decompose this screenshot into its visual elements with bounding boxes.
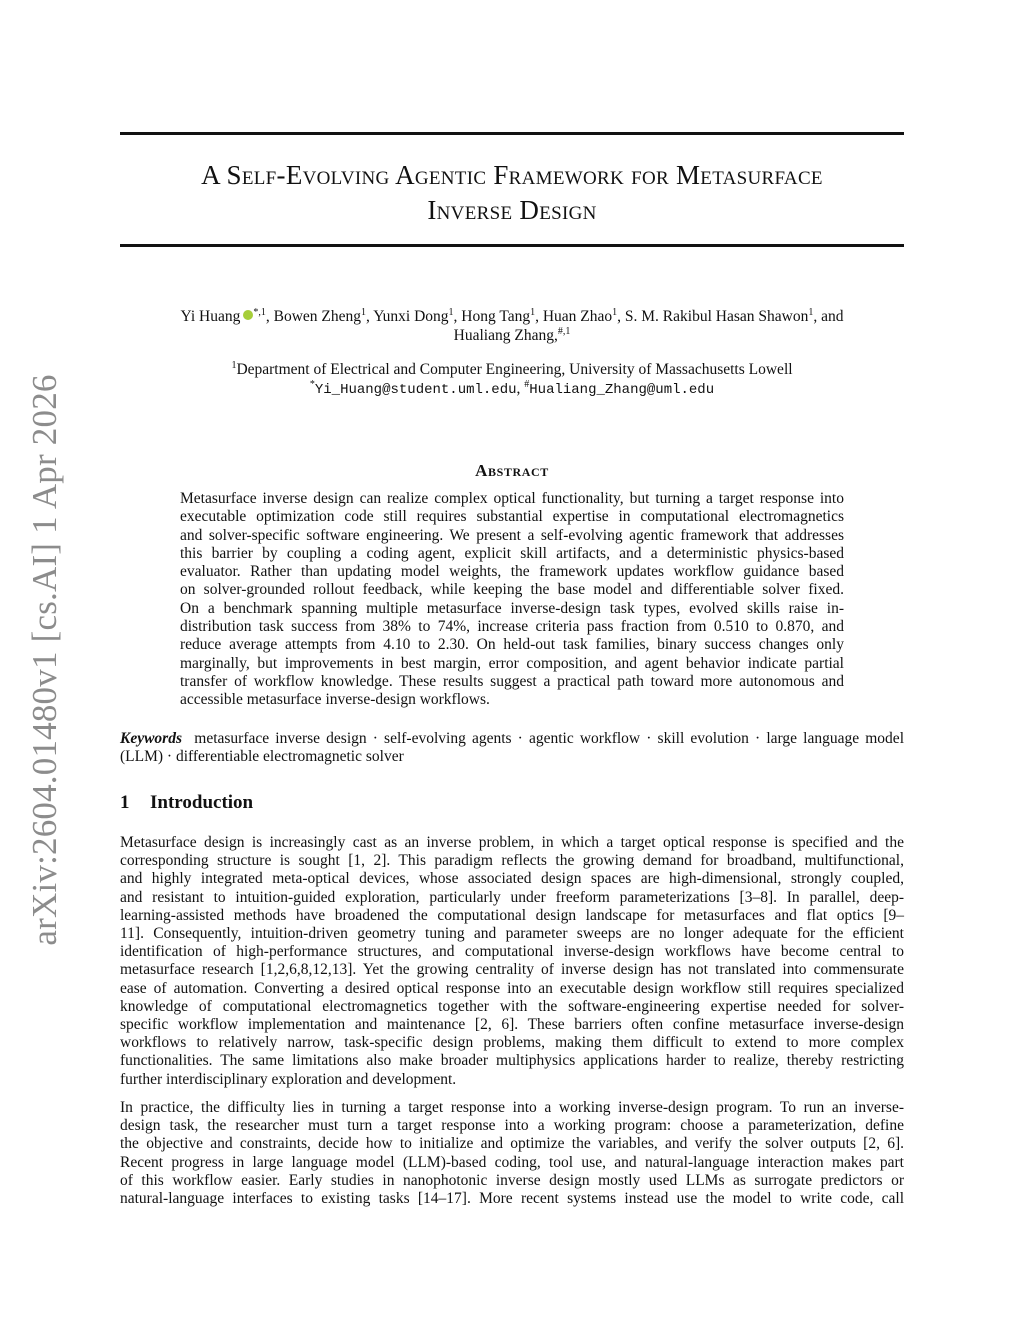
paragraph-line: and highly integrated meta-optical devices, whose associated design spaces are high-dimensional, strongly coupled, — [120, 870, 904, 888]
keywords-block — [120, 730, 904, 767]
paragraph-line: knowledge of computational electromagnetics together with the software-engineering expertise needed for solver- — [120, 997, 904, 1015]
abstract-line: this barrier by coupling a coding agent, explicit skill artifacts, and a deterministic physics-based — [180, 544, 844, 562]
author-line-2 — [120, 326, 904, 345]
paragraph-line: In practice, the difficulty lies in turning a target response into a working inverse-design program. To run an inverse- — [120, 1099, 904, 1116]
paragraph-line: corresponding structure is sought [1, 2]. This paradigm reflects the growing demand for broadband, multifunctional, — [120, 852, 904, 870]
paragraph-line: identification of high-performance structures, and computational inverse-design workflows have become central to — [120, 943, 904, 961]
paragraph-line: natural-language interfaces to existing tasks [14–17]. More recent systems instead use the model to write code, call — [120, 1190, 904, 1208]
author-sup: 1 — [530, 307, 536, 318]
abstract-line: evaluator. Rather than updating model weights, the framework updates workflow guidance based — [180, 563, 844, 581]
author-name: , Huan Zhao — [535, 308, 613, 325]
keywords-line-2: (LLM) · differentiable electromagnetic solver — [120, 748, 404, 766]
abstract-line: distribution task success from 38% to 74%, increase criteria pass fraction from 0.510 to 0.870, and — [180, 618, 844, 636]
paragraph-line: of this workflow easier. Early studies in nanophotonic inverse design mostly used LLMs as surrogate predictors or — [120, 1171, 904, 1189]
author-conjunction: , and — [813, 308, 844, 325]
author-sup: 1 — [612, 307, 618, 318]
email-link[interactable]: Yi_Huang@student.uml.edu — [314, 382, 517, 398]
paragraph-line: metasurface research [1,2,6,8,12,13]. Yet the growing centrality of inverse design has not translated into commensurate — [120, 961, 904, 979]
section-number: 1 — [120, 792, 130, 813]
paragraph-line: functionalities. The same limitations also make broader multiphysics applications harder to realize, thereby restricting — [120, 1052, 904, 1070]
section-title: Introduction — [150, 792, 254, 813]
keywords-line-1 — [120, 730, 904, 748]
author-list — [120, 307, 904, 345]
arxiv-identifier: arXiv:2604.01480v1 [cs.AI] 1 Apr 2026 — [25, 374, 64, 946]
abstract-line: reduce average attempts from 4.10 to 2.30. On held-out task families, binary success changes only — [180, 636, 844, 654]
orcid-icon[interactable] — [243, 310, 253, 320]
author-name: , Yunxi Dong — [366, 308, 449, 325]
author-name: , Hong Tang — [453, 308, 531, 325]
email-link[interactable]: Hualiang_Zhang@uml.edu — [529, 382, 715, 398]
abstract-line: accessible metasurface inverse-design workflows. — [180, 691, 490, 709]
paragraph-line: and resistant to intuition-guided exploration, particularly under freeform parameterizations [3–8]. In parallel, deep- — [120, 888, 904, 906]
keywords-text: metasurface inverse design · self-evolving agents · agentic workflow · skill evolution · large language model — [194, 730, 904, 747]
title-rule-bottom — [120, 244, 904, 247]
paragraph-line: 11]. Consequently, intuition-driven geometry tuning and parameter sweeps are no longer adequate for the efficient — [120, 925, 904, 943]
abstract-line: Metasurface inverse design can realize complex optical functionality, but turning a target response into — [180, 490, 844, 507]
email-separator: , — [516, 380, 525, 397]
paragraph-line: design task, the researcher must turn a target response into a working program: choose a parameterization, define — [120, 1117, 904, 1135]
affiliation-line — [120, 360, 904, 379]
abstract-line: executable optimization code still requires substantial expertise in computational electromagnetics — [180, 508, 844, 526]
author-name: Yi Huang — [180, 308, 241, 325]
title-rule-top — [120, 132, 904, 135]
paragraph-line: learning-assisted methods have broadened the computational design landscape for metasurfaces and flat optics [9– — [120, 906, 904, 924]
author-sup: 1 — [361, 307, 367, 318]
abstract-line: on solver-grounded rollout feedback, while keeping the base model and differentiable solver fixed. — [180, 581, 844, 599]
section-heading — [120, 792, 253, 814]
author-line-1 — [120, 307, 904, 326]
author-name: , Bowen Zheng — [265, 308, 362, 325]
abstract-line: On a benchmark spanning multiple metasurface inverse-design task types, evolved skills raise in- — [180, 599, 844, 617]
abstract-line: marginally, but improvements in best margin, error composition, and agent behavior indicate partial — [180, 654, 844, 672]
abstract-body — [180, 490, 844, 710]
paragraph-line: specific workflow implementation and maintenance [2, 6]. These barriers often confine metasurface inverse-design — [120, 1016, 904, 1034]
author-sup: #,1 — [557, 326, 571, 337]
paragraph-line: the objective and constraints, decide how to initialize and optimize the variables, and verify the solver outputs [2, 6]. — [120, 1135, 904, 1153]
email-mark: * — [309, 379, 315, 390]
author-name: Hualiang Zhang, — [453, 327, 558, 344]
title-line-2: Inverse Design — [427, 195, 597, 225]
affiliation-sup: 1 — [231, 360, 237, 371]
paragraph-line: Recent progress in large language model (LLM)-based coding, tool use, and natural-language interaction makes part — [120, 1153, 904, 1171]
abstract-line: and solver-specific software engineering. We present a self-evolving agentic framework that addresses — [180, 526, 844, 544]
author-name: , S. M. Rakibul Hasan Shawon — [617, 308, 809, 325]
paragraph-line: workflows to relatively narrow, task-specific design problems, making them difficult to extend to more complex — [120, 1034, 904, 1052]
paragraph-line: further interdisciplinary exploration and development. — [120, 1070, 457, 1088]
author-sup: 1 — [448, 307, 454, 318]
title-line-1: A Self-Evolving Agentic Framework for Metasurface — [201, 160, 823, 190]
paragraph-line: ease of automation. Converting a desired optical response into an executable design workflow still requires specialized — [120, 979, 904, 997]
paragraph-line: Metasurface design is increasingly cast as an inverse problem, in which a target optical response is specified and the — [120, 834, 904, 851]
affiliation-text: Department of Electrical and Computer Engineering, University of Massachusetts Lowell — [236, 361, 793, 378]
affiliation-block — [120, 360, 904, 400]
author-sup: 1 — [808, 307, 814, 318]
author-sup: *,1 — [253, 307, 266, 318]
abstract-line: transfer of workflow knowledge. These results suggest a practical path toward more autonomous and — [180, 672, 844, 690]
intro-paragraph-2 — [120, 1099, 904, 1208]
intro-paragraph-1 — [120, 834, 904, 1089]
abstract-heading: Abstract — [475, 461, 549, 480]
email-mark: # — [524, 379, 530, 390]
keywords-label: Keywords — [120, 730, 182, 747]
paper-title — [120, 158, 904, 228]
email-line — [120, 379, 904, 400]
